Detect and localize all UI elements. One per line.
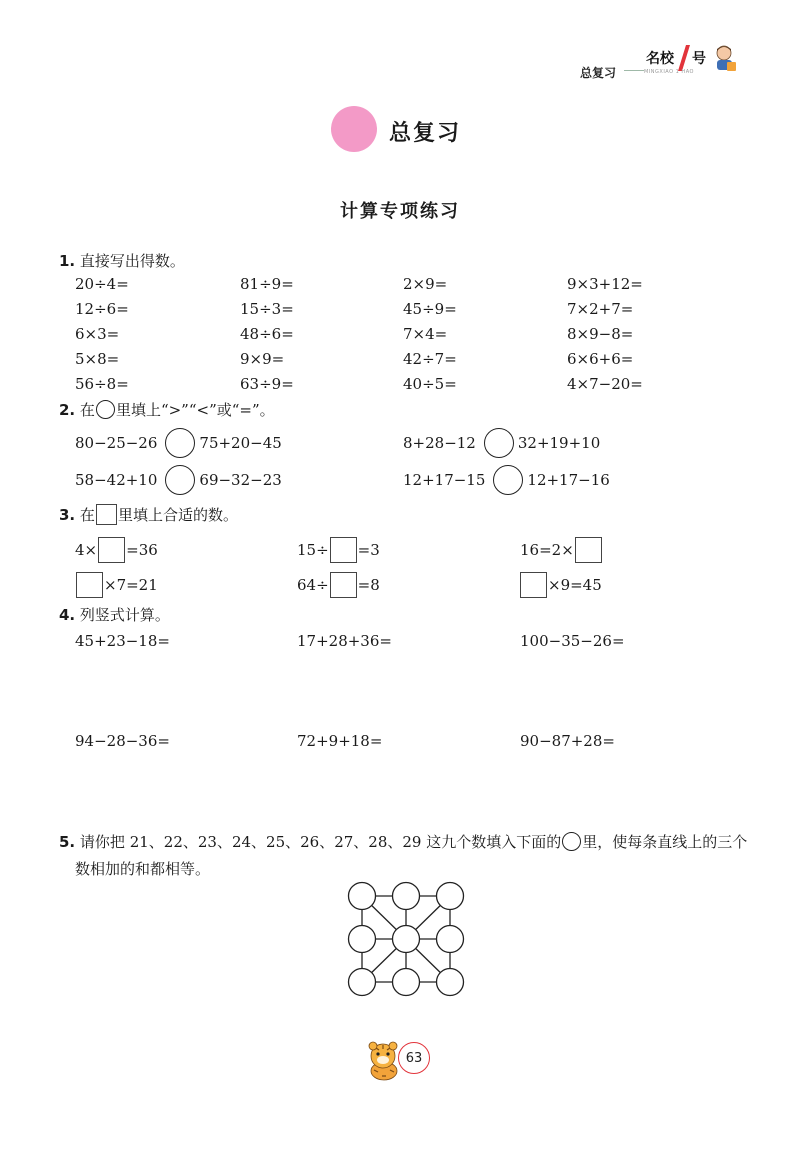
compare-answer-circle[interactable] [484,428,514,458]
question-5-line1 [59,832,747,851]
question-5-line2: 数相加的和都相等。 [75,860,211,878]
q1-item: 7×4= [403,325,448,343]
q1-item: 40÷5= [403,375,457,393]
q1-item: 20÷4= [75,275,129,293]
q3-item-pre: 64÷ [297,576,329,594]
question-1-heading [59,252,185,270]
number-circle [437,883,464,910]
q2-item-right: 69−32−23 [199,471,282,489]
question-3-text-pre: 在 [79,505,95,524]
q3-item-pre: 15÷ [297,541,329,559]
circle-placeholder-icon [562,832,581,851]
q3-item [297,571,380,599]
q1-item: 81÷9= [240,275,294,293]
brand-logo [644,44,740,80]
q3-item-pre: 16=2× [520,541,574,559]
question-2-number: 2. [59,400,76,419]
q3-item [75,536,158,564]
page-number: 63 [405,1050,423,1066]
q3-item [297,536,380,564]
q1-item: 63÷9= [240,375,294,393]
answer-box[interactable] [98,537,125,563]
q2-item-right: 12+17−16 [527,471,610,489]
number-circle [437,926,464,953]
q2-item [403,464,610,496]
brand-name-part1: 名校 [646,51,674,67]
question-1-number: 1. [59,252,76,270]
page-subtitle: 计算专项练习 [340,201,460,222]
q2-item [75,427,282,459]
q2-item [75,464,282,496]
answer-box[interactable] [76,572,103,598]
answer-box[interactable] [330,572,357,598]
number-circle [393,969,420,996]
q1-item: 56÷8= [75,375,129,393]
student-mascot-icon [712,44,738,74]
q1-item: 42÷7= [403,350,457,368]
question-5-number: 5. [59,832,76,851]
answer-box[interactable] [520,572,547,598]
q1-item: 4×7−20= [567,375,643,393]
question-4-number: 4. [59,606,76,624]
number-circle [393,883,420,910]
q2-item-left: 12+17−15 [403,471,486,489]
q1-item: 45÷9= [403,300,457,318]
number-circle [393,926,420,953]
q1-item: 9×9= [240,350,285,368]
q3-item-post: ×9=45 [548,576,602,594]
circle-placeholder-icon [96,400,115,419]
q3-item [520,536,603,564]
q4-item: 17+28+36= [297,632,392,650]
box-placeholder-icon [96,504,117,525]
compare-answer-circle[interactable] [165,465,195,495]
q4-item: 72+9+18= [297,732,383,750]
number-circle [437,969,464,996]
q3-item-post: =3 [357,541,380,559]
q2-item-left: 58−42+10 [75,471,158,489]
question-2-text-post: 里填上“>”“<”或“=”。 [115,400,275,419]
compare-answer-circle[interactable] [493,465,523,495]
q2-item-right: 75+20−45 [199,434,282,452]
number-circle [349,883,376,910]
q1-item: 48÷6= [240,325,294,343]
q1-item: 9×3+12= [567,275,643,293]
q1-item: 15÷3= [240,300,294,318]
question-3-text-post: 里填上合适的数。 [117,505,238,524]
brand-subtitle: MINGXIAO 1 HAO [644,69,694,75]
q1-item: 2×9= [403,275,448,293]
q1-item: 5×8= [75,350,120,368]
question-1-text: 直接写出得数。 [79,252,185,270]
q1-item: 7×2+7= [567,300,634,318]
question-2-heading [59,400,275,419]
header-section-label: 总复习 [580,66,617,80]
q2-item-right: 32+19+10 [517,434,601,452]
header-rule [624,70,644,71]
answer-box[interactable] [575,537,602,563]
page-number-badge [398,1042,430,1074]
compare-answer-circle[interactable] [165,428,195,458]
q4-item: 100−35−26= [520,632,625,650]
q3-item [520,571,602,599]
question-3-number: 3. [59,505,76,524]
number-circle-diagram [340,877,472,1001]
q3-item-post: =36 [126,541,158,559]
q4-item: 90−87+28= [520,732,615,750]
question-5-text-post: 里，使每条直线上的三个 [582,832,748,851]
brand-slash-icon [677,44,691,72]
q4-item: 45+23−18= [75,632,170,650]
number-circle [349,969,376,996]
chapter-title: 总复习 [389,121,462,146]
brand-name-part2: 号 [692,51,706,67]
q1-item: 6×6+6= [567,350,634,368]
chapter-title-badge [331,106,377,152]
q3-item-post: =8 [357,576,380,594]
q2-item-left: 8+28−12 [403,434,476,452]
q2-item-left: 80−25−26 [75,434,158,452]
question-4-heading [59,606,170,624]
q1-item: 6×3= [75,325,120,343]
question-5-text-pre: 请你把 21、22、23、24、25、26、27、28、29 这九个数填入下面的 [79,832,562,851]
q1-item: 8×9−8= [567,325,634,343]
q4-item: 94−28−36= [75,732,170,750]
q3-item [76,571,158,599]
answer-box[interactable] [330,537,357,563]
question-2-text-pre: 在 [79,400,95,419]
q2-item [403,427,600,459]
question-4-text: 列竖式计算。 [79,606,170,624]
number-circle [349,926,376,953]
question-3-heading [59,504,238,525]
q3-item-pre: 4× [75,541,98,559]
q3-item-post: ×7=21 [104,576,158,594]
q1-item: 12÷6= [75,300,129,318]
